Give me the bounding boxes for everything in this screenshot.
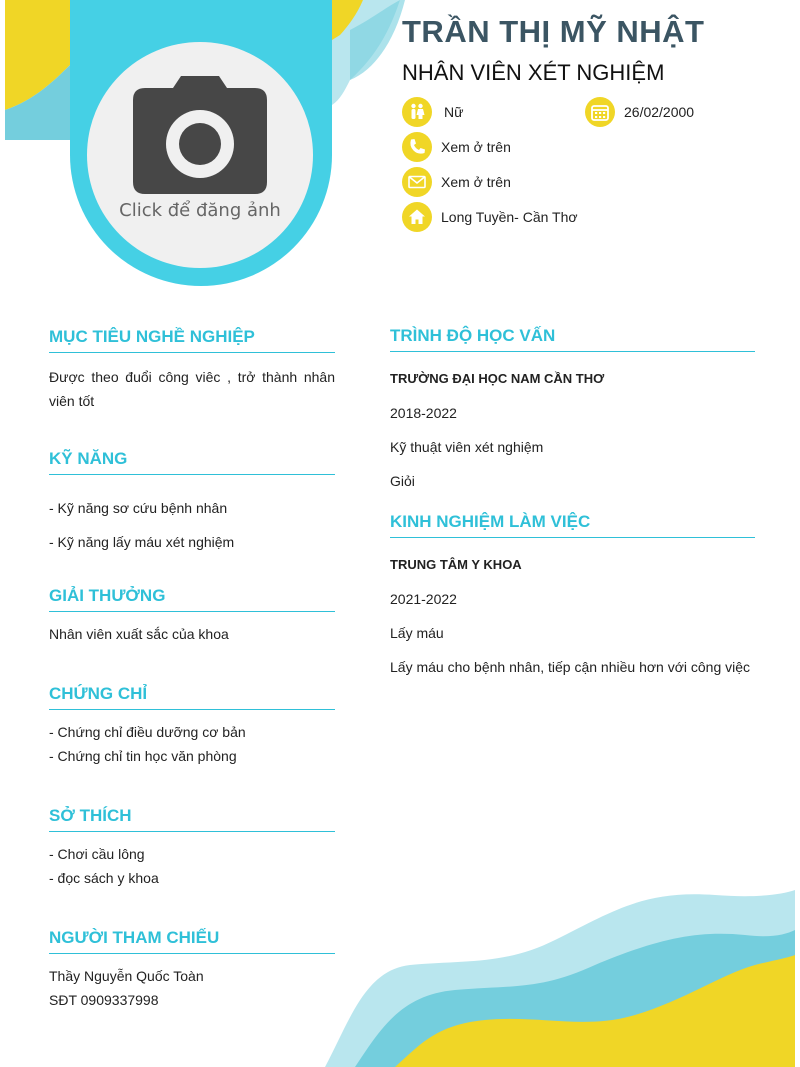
address-value: Long Tuyền- Cần Thơ	[441, 209, 578, 225]
skills-title: KỸ NĂNG	[49, 449, 335, 475]
certificate-item: - Chứng chỉ tin học văn phòng	[49, 748, 237, 764]
skills-list	[49, 491, 335, 559]
education-major: Kỹ thuật viên xét nghiệm	[390, 439, 544, 455]
certificates-list	[49, 720, 335, 768]
hobbies-title: SỞ THÍCH	[49, 806, 335, 832]
skill-item: - Kỹ năng lấy máu xét nghiệm	[49, 534, 235, 550]
references-title: NGƯỜI THAM CHIẾU	[49, 928, 335, 954]
awards-title: GIẢI THƯỞNG	[49, 586, 335, 612]
education-section	[390, 326, 755, 498]
email-info	[402, 167, 511, 197]
education-grade: Giỏi	[390, 473, 415, 489]
email-value: Xem ở trên	[441, 174, 511, 190]
gender-value: Nữ	[444, 104, 464, 120]
phone-value: Xem ở trên	[441, 139, 511, 155]
hobbies-section	[49, 806, 335, 890]
reference-name: Thầy Nguyễn Quốc Toàn	[49, 968, 204, 984]
education-period: 2018-2022	[390, 405, 457, 421]
education-title: TRÌNH ĐỘ HỌC VẤN	[390, 326, 755, 352]
references-section	[49, 928, 335, 1012]
gender-icon	[402, 97, 432, 127]
calendar-icon	[585, 97, 615, 127]
phone-info	[402, 132, 511, 162]
photo-caption[interactable]: Click để đăng ảnh	[119, 200, 281, 221]
phone-icon	[402, 132, 432, 162]
experience-title: KINH NGHIỆM LÀM VIỆC	[390, 512, 755, 538]
certificate-item: - Chứng chỉ điều dưỡng cơ bản	[49, 724, 246, 740]
birthdate-value: 26/02/2000	[624, 104, 695, 120]
skills-section	[49, 449, 335, 559]
candidate-name: TRẦN THỊ MỸ NHẬT	[402, 14, 705, 49]
skill-item: - Kỹ năng sơ cứu bệnh nhân	[49, 500, 228, 516]
experience-section	[390, 512, 755, 684]
references-list	[49, 964, 335, 1012]
certificates-section	[49, 684, 335, 768]
hobby-item: - Chơi cầu lông	[49, 846, 145, 862]
objective-text: Được theo đuổi công viêc , trở thành nhân viên tốt	[49, 369, 335, 409]
job-title: NHÂN VIÊN XÉT NGHIỆM	[402, 60, 665, 85]
award-item: Nhân viên xuất sắc của khoa	[49, 626, 229, 642]
education-details	[390, 362, 755, 498]
gender-info	[402, 97, 463, 127]
address-info	[402, 202, 578, 232]
home-icon	[402, 202, 432, 232]
bottom-right-wave-decoration	[325, 890, 795, 1067]
experience-period: 2021-2022	[390, 591, 457, 607]
cv-page	[5, 0, 795, 1067]
experience-details	[390, 548, 755, 684]
experience-description: Lấy máu cho bệnh nhân, tiếp cận nhiều hơn với công việc	[390, 659, 751, 675]
hobby-item: - đọc sách y khoa	[49, 870, 159, 886]
camera-icon[interactable]	[133, 76, 267, 194]
envelope-icon	[402, 167, 432, 197]
company-name: TRUNG TÂM Y KHOA	[390, 557, 522, 572]
school-name: TRƯỜNG ĐẠI HỌC NAM CẦN THƠ	[390, 371, 605, 386]
experience-position: Lấy máu	[390, 625, 444, 641]
objective-title: MỤC TIÊU NGHỀ NGHIỆP	[49, 327, 335, 353]
birthdate-info	[585, 97, 694, 127]
hobbies-list	[49, 842, 335, 890]
certificates-title: CHỨNG CHỈ	[49, 684, 335, 710]
awards-section	[49, 586, 335, 646]
reference-phone: SĐT 0909337998	[49, 992, 159, 1008]
objective-section	[49, 327, 335, 413]
